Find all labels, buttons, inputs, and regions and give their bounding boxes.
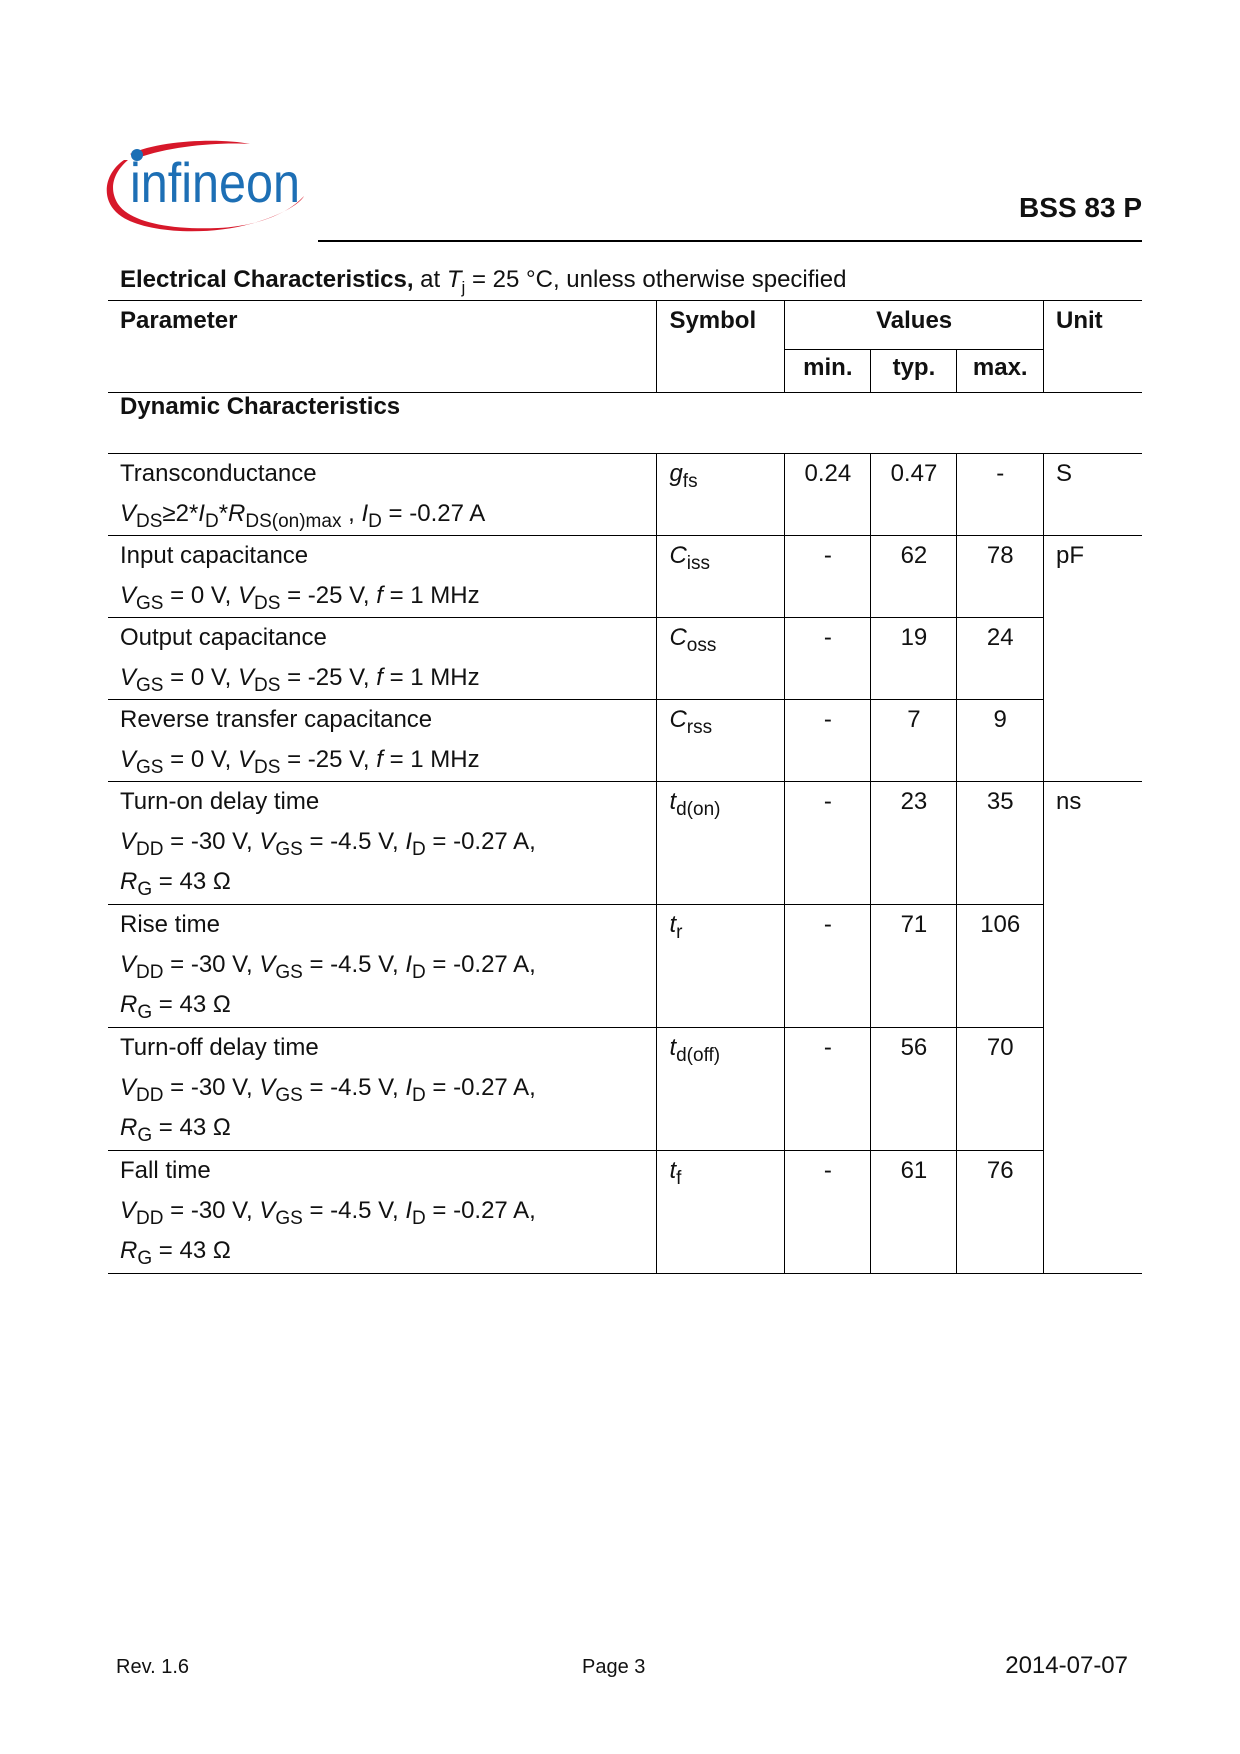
param-condition: $V_{GS} = 0$ V, $V_{DS} = -25$ V, f = 1 MHz: [120, 664, 480, 696]
section-heading: Dynamic Characteristics: [120, 393, 401, 420]
param-symbol: $C_{oss}$: [669, 624, 717, 656]
header-divider: [318, 240, 1142, 242]
param-name: Fall time: [120, 1157, 211, 1184]
param-name: Input capacitance: [120, 542, 309, 569]
table-row: [108, 536, 1142, 618]
param-symbol: $C_{rss}$: [669, 706, 713, 738]
param-condition: $V_{DD} = -30$ V, $V_{GS} = -4.5$ V, $I_D = -0.27$ A,: [120, 828, 536, 860]
param-condition-2: $R_G = 43$ Ω: [120, 1237, 231, 1269]
param-condition: $V_{DD} = -30$ V, $V_{GS} = -4.5$ V, $I_D = -0.27$ A,: [120, 951, 536, 983]
param-name: Reverse transfer capacitance: [120, 706, 433, 733]
value-typ: 7: [907, 706, 921, 733]
table-row: [108, 618, 1142, 700]
table-row: [108, 454, 1142, 536]
param-symbol: $g_{fs}$: [669, 460, 698, 492]
value-typ: 61: [900, 1157, 928, 1184]
footer-page-number: Page 3: [582, 1656, 646, 1678]
part-number: BSS 83 P: [1019, 192, 1142, 223]
value-max: 24: [986, 624, 1014, 651]
value-typ: 71: [900, 911, 928, 938]
title-rest: = 25 °C, unless otherwise specified: [471, 266, 847, 293]
value-max: 106: [980, 911, 1021, 938]
title-at: at: [420, 266, 441, 293]
param-name: Turn-off delay time: [120, 1034, 319, 1061]
value-min: 0.24: [804, 460, 852, 487]
value-typ: 56: [900, 1034, 928, 1061]
title-bold: Electrical Characteristics,: [120, 266, 414, 293]
col-header-max: max.: [957, 350, 1044, 393]
param-name: Turn-on delay time: [120, 788, 320, 815]
value-max: 9: [993, 706, 1007, 733]
title-tj: $T_j$: [446, 266, 466, 297]
value-unit: ns: [1056, 788, 1082, 815]
table-row: [108, 1151, 1142, 1274]
value-max: 78: [986, 542, 1014, 569]
param-condition: $V_{DD} = -30$ V, $V_{GS} = -4.5$ V, $I_D = -0.27$ A,: [120, 1197, 536, 1229]
param-condition-2: $R_G = 43$ Ω: [120, 991, 231, 1023]
col-header-min: min.: [785, 350, 871, 393]
value-min: -: [823, 1157, 832, 1184]
col-header-symbol: Symbol: [657, 301, 785, 393]
table-title: [108, 266, 1142, 297]
param-name: Transconductance: [120, 460, 317, 487]
logo-wordmark: infineon: [130, 151, 300, 214]
col-header-typ: typ.: [871, 350, 957, 393]
value-max: 76: [986, 1157, 1014, 1184]
value-typ: 19: [900, 624, 928, 651]
value-max: 35: [986, 788, 1014, 815]
value-typ: 23: [900, 788, 928, 815]
table-row: [108, 700, 1142, 782]
value-min: -: [823, 1034, 832, 1061]
col-header-parameter: Parameter: [120, 307, 238, 334]
footer-revision: Rev. 1.6: [116, 1656, 189, 1678]
param-symbol: $C_{iss}$: [669, 542, 711, 574]
param-condition-2: $R_G = 43$ Ω: [120, 1114, 231, 1146]
value-max: -: [996, 460, 1005, 487]
value-unit: S: [1056, 460, 1073, 487]
value-typ: 62: [900, 542, 928, 569]
table-row: [108, 782, 1142, 905]
col-header-values: Values: [785, 301, 1044, 350]
value-min: -: [823, 788, 832, 815]
value-min: -: [823, 542, 832, 569]
value-min: -: [823, 911, 832, 938]
param-symbol: $t_r$: [669, 911, 683, 943]
value-max: 70: [986, 1034, 1014, 1061]
footer-date: 2014-07-07: [1005, 1652, 1128, 1679]
param-name: Output capacitance: [120, 624, 327, 651]
infineon-logo: [100, 138, 308, 242]
param-symbol: $t_{d(on)}$: [669, 788, 721, 820]
param-symbol: $t_f$: [669, 1157, 682, 1189]
electrical-characteristics-table: [108, 300, 1142, 1274]
param-condition: $V_{GS} = 0$ V, $V_{DS} = -25$ V, f = 1 MHz: [120, 582, 480, 614]
param-condition-2: $R_G = 43$ Ω: [120, 868, 231, 900]
value-unit: pF: [1056, 542, 1085, 569]
param-name: Rise time: [120, 911, 221, 938]
table-row: [108, 905, 1142, 1028]
col-header-unit: Unit: [1044, 301, 1142, 393]
table-row: [108, 1028, 1142, 1151]
value-min: -: [823, 706, 832, 733]
value-typ: 0.47: [890, 460, 938, 487]
param-condition: $V_{DS}\ge 2*I_D*R_{DS(on)max}$ , $I_D = -0.27$ A: [120, 500, 486, 532]
param-symbol: $t_{d(off)}$: [669, 1034, 721, 1066]
param-condition: $V_{DD} = -30$ V, $V_{GS} = -4.5$ V, $I_D = -0.27$ A,: [120, 1074, 536, 1106]
value-min: -: [823, 624, 832, 651]
param-condition: $V_{GS} = 0$ V, $V_{DS} = -25$ V, f = 1 MHz: [120, 746, 480, 778]
